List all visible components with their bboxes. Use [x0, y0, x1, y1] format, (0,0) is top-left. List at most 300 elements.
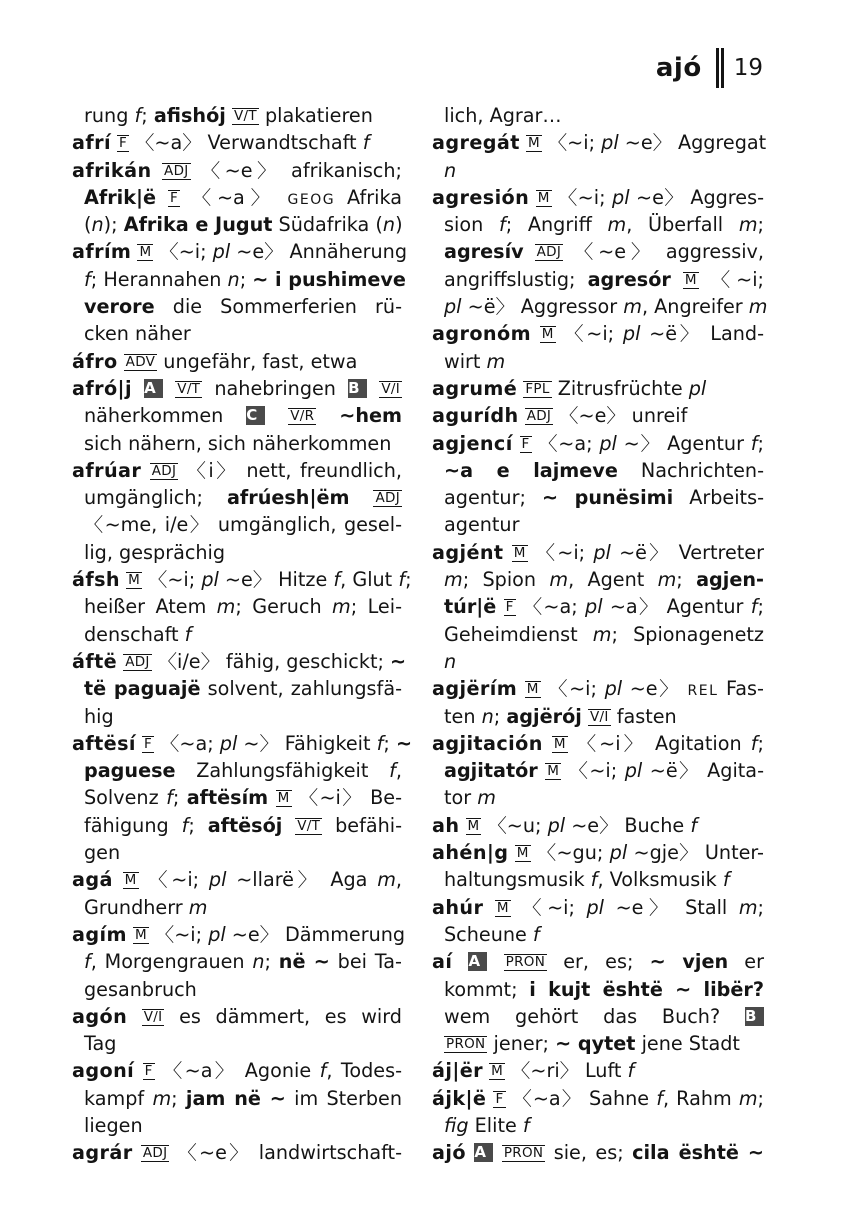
entry-line [432, 320, 764, 347]
sense-marker: A [468, 952, 487, 971]
definition-text: gen [84, 841, 121, 865]
gender-abbrev: f [750, 431, 758, 455]
gender-abbrev: f [722, 868, 730, 892]
gender-abbrev: pl [601, 131, 619, 155]
gender-abbrev: pl [208, 868, 227, 892]
definition-text: 〈~e〉 aggressiv, [563, 240, 764, 264]
definition-text: 〈~a〉 Agonie [154, 1059, 320, 1083]
entry-line [72, 511, 402, 538]
gender-abbrev: f [750, 595, 758, 619]
subentry-term: aftësój [207, 813, 283, 837]
gender-abbrev: pl [599, 431, 617, 455]
entry-line [72, 348, 402, 375]
gender-abbrev: m [152, 1086, 172, 1110]
definition-text: ; Spionagenetz [611, 622, 764, 646]
gender-abbrev: n [444, 649, 457, 673]
gender-abbrev: pl [586, 895, 605, 919]
gender-abbrev: m [549, 568, 569, 592]
gender-abbrev: f [84, 267, 91, 291]
definition-text [133, 1141, 141, 1164]
subentry-term: paguese [84, 759, 176, 783]
definition-text: agentur; [444, 486, 542, 510]
gender-abbrev: pl [219, 731, 238, 755]
gender-abbrev: m [332, 595, 351, 619]
entry-line [72, 375, 402, 402]
domain-label: GEOG [287, 191, 336, 208]
definition-text: 〈~a; [531, 431, 600, 455]
definition-text: ; [171, 1086, 186, 1110]
definition-text: fähigung [84, 813, 182, 837]
grammar-label: F [169, 189, 179, 206]
definition-text: , Volksmusik [597, 868, 723, 892]
definition-text: Scheune [444, 922, 533, 946]
entry-line [432, 266, 764, 293]
gender-abbrev: f [522, 1113, 530, 1137]
gender-abbrev: f [690, 813, 698, 837]
grammar-label: F [521, 435, 530, 452]
definition-text [156, 186, 168, 209]
gender-abbrev: f [362, 131, 370, 155]
entry-line [432, 730, 764, 757]
entry-line [72, 402, 402, 429]
entry-line [72, 784, 402, 811]
entry-line [72, 211, 402, 238]
definition-text: lich, Agrar… [444, 104, 562, 127]
entry-line [432, 430, 764, 457]
gender-abbrev: m [486, 349, 506, 373]
entry-line [432, 539, 764, 566]
definition-text: umgänglich; [84, 486, 227, 510]
definition-text: lig, gesprächig [84, 540, 226, 564]
grammar-label: M [496, 899, 509, 916]
grammar-label: V/R [290, 408, 315, 425]
definition-text [531, 322, 540, 345]
definition-text: 〈~i; [551, 185, 613, 209]
entry-line [432, 129, 767, 156]
definition-text: wem gehört das Buch? [444, 1004, 745, 1028]
definition-text: 〈~i; [555, 322, 623, 346]
subentry-term: ~ [390, 649, 407, 673]
definition-text: ungefähr, fast, etwa [157, 349, 358, 373]
entry-line [432, 675, 764, 702]
definition-text: 〈~i; [148, 922, 209, 946]
definition-text: heißer Atem [84, 595, 217, 619]
entry-line [72, 157, 402, 184]
gender-abbrev: f [376, 731, 384, 755]
headword: agregát [432, 131, 520, 155]
headword: áj|ër [432, 1059, 484, 1083]
gender-abbrev: pl [612, 185, 630, 209]
grammar-label: F [144, 1063, 153, 1080]
headword: agrár [72, 1141, 133, 1165]
entry-line [432, 484, 764, 511]
definition-text [538, 759, 546, 782]
definition-text: 〈~i; [541, 131, 602, 155]
definition-text: ; [757, 731, 764, 755]
grammar-label: M [553, 735, 566, 752]
entry-line [432, 866, 764, 893]
entry-line [432, 593, 764, 620]
grammar-label: M [516, 845, 529, 862]
entry-line [432, 839, 764, 866]
definition-text: bei Ta- [329, 950, 402, 974]
entry-line [432, 402, 764, 429]
entry-line [432, 457, 764, 484]
definition-text: ; [757, 213, 765, 237]
gender-abbrev: m [444, 568, 463, 592]
definition-text [517, 677, 525, 700]
definition-text: , Rahm [662, 1086, 739, 1110]
entry-line [432, 1085, 764, 1112]
gender-abbrev: m [216, 595, 236, 619]
definition-text [543, 732, 552, 755]
gender-abbrev: f [398, 568, 406, 592]
headword: agá [72, 868, 113, 892]
definition-text: Geheimdienst [444, 622, 593, 646]
subentry-term: aftësím [186, 786, 269, 810]
definition-text: plakatieren [258, 104, 373, 127]
definition-text: sie, es; [545, 1141, 633, 1165]
definition-text: 〈~i; [527, 540, 594, 564]
definition-text: ~e〉 Dämmerung [225, 922, 406, 946]
sense-marker: A [474, 1143, 493, 1162]
entry-line [72, 430, 402, 457]
definition-text: ; [757, 1086, 764, 1110]
headword: aí [432, 950, 453, 974]
entry-line [432, 1112, 764, 1139]
entry-line [432, 757, 764, 784]
entry-line [72, 839, 402, 866]
definition-text: ; [757, 431, 765, 455]
definition-text: ; [172, 786, 187, 810]
headword: agurídh [432, 404, 519, 428]
definition-text: solvent, zahlungsfä- [200, 677, 402, 701]
definition-text: ; [757, 895, 764, 919]
definition-text: denschaft [84, 622, 185, 646]
definition-text: ~a〉 Agentur [602, 595, 751, 619]
entry-line [432, 648, 764, 675]
definition-text: 〈~ri〉 Luft [505, 1059, 628, 1083]
definition-text: ~〉 Fähigkeit [237, 731, 377, 755]
definition-text: ~e〉 Hitze [218, 568, 334, 592]
definition-text: hig [84, 704, 114, 728]
gender-abbrev: pl [585, 595, 603, 619]
entry-line [432, 1057, 764, 1084]
subentry-term: Afrik|ë [84, 185, 157, 209]
definition-text: ~e〉 Aggres- [629, 185, 764, 209]
definition-text: 〈~i; [138, 868, 209, 892]
definition-text: 〈~e〉 landwirtschaft- [169, 1141, 402, 1165]
gender-abbrev: pl [688, 376, 707, 400]
entry-line [432, 211, 764, 238]
entry-line [432, 948, 764, 975]
gender-abbrev: n [91, 213, 104, 237]
definition-text [349, 486, 373, 509]
header-divider [716, 48, 724, 88]
headword: agresión [432, 185, 530, 209]
definition-text: er [728, 950, 764, 974]
headword: afrikán [72, 158, 152, 182]
headword: agrumé [432, 376, 518, 400]
gender-abbrev: pl [609, 841, 628, 865]
gender-abbrev: f [627, 1059, 635, 1083]
subentry-term: agresív [444, 240, 524, 264]
headword: agjencí [432, 431, 513, 455]
headword: agoní [72, 1059, 135, 1083]
definition-text [493, 1141, 501, 1164]
definition-text: 〈~me, i/e〉 umgänglich, gesel- [84, 513, 402, 537]
entry-line [72, 539, 402, 566]
definition-text: , [395, 759, 402, 783]
definition-text: nahebringen [202, 376, 349, 400]
grammar-label: V/T [233, 108, 257, 124]
grammar-label: M [526, 681, 539, 698]
definition-text: rung [84, 104, 135, 127]
definition-text [316, 404, 339, 427]
sense-marker: A [144, 379, 163, 398]
grammar-label: F [119, 135, 128, 152]
entry-line [72, 1112, 402, 1139]
definition-text [282, 814, 295, 837]
definition-text [486, 1087, 493, 1110]
entry-line [72, 921, 406, 948]
page-number: 19 [733, 55, 763, 81]
headword: afrúar [72, 458, 142, 482]
definition-text: es dämmert, es wird [164, 1004, 402, 1028]
entry-line [72, 621, 402, 648]
definition-text: näherkommen [84, 404, 247, 428]
grammar-label: ADV [125, 353, 156, 370]
grammar-label: ADJ [151, 462, 177, 479]
gender-abbrev: m [592, 622, 612, 646]
guide-word: ajó [655, 53, 702, 83]
definition-text: cken näher [84, 322, 191, 346]
entry-line [432, 511, 764, 538]
definition-text: ~ë〉 Land- [640, 322, 764, 346]
definition-text [132, 377, 144, 400]
definition-text [483, 896, 495, 919]
grammar-label: V/T [297, 817, 321, 834]
definition-text [268, 786, 275, 809]
definition-text [134, 1059, 142, 1082]
definition-text: Zahlungsfähigkeit [175, 759, 390, 783]
grammar-label: V/T [177, 380, 201, 397]
subentry-term: agjen- [696, 568, 764, 592]
definition-text: Südafrika ( [272, 213, 383, 237]
entry-line [72, 812, 402, 839]
entry-line [432, 238, 764, 265]
definition-text [452, 950, 468, 973]
headword: agjitación [432, 731, 543, 755]
right-column [432, 102, 768, 1167]
grammar-label: V/I [589, 708, 609, 725]
grammar-label: M [513, 544, 526, 561]
page-header [656, 48, 763, 88]
subentry-term: ~ i pushimeve [252, 267, 406, 291]
headword: afrím [72, 240, 132, 264]
definition-text: 〈~e〉 unreif [553, 404, 688, 428]
definition-text [113, 868, 123, 891]
definition-text: 〈~e〉 afrikanisch; [190, 158, 402, 182]
grammar-label: M [124, 872, 137, 889]
headword: ah [432, 813, 460, 837]
subentry-term: agjitatór [444, 759, 538, 783]
entry-line [72, 894, 402, 921]
entry-line [72, 1139, 402, 1166]
definition-text [466, 1141, 474, 1164]
subentry-term: i kujt është ~ libër? [529, 977, 764, 1001]
definition-text: , Überfall [626, 213, 739, 237]
grammar-label: M [134, 926, 147, 943]
entry-line [72, 948, 402, 975]
definition-text: ; [405, 568, 412, 592]
definition-text: sion [444, 213, 499, 237]
definition-text: ; Spion [462, 568, 550, 592]
definition-text: ~e〉 Buche [565, 813, 691, 837]
definition-text: gesanbruch [84, 977, 197, 1001]
entry-line [72, 675, 402, 702]
headword: áfro [72, 349, 118, 373]
entry-line [432, 293, 768, 320]
entry-line [72, 1057, 402, 1084]
grammar-label: ADJ [375, 490, 400, 507]
headword: afró|j [72, 376, 132, 400]
gender-abbrev: fig [444, 1113, 469, 1137]
definition-text: jener; [487, 1032, 556, 1056]
headword: ájk|ë [432, 1086, 487, 1110]
subentry-term: ~ qytet [555, 1032, 636, 1056]
gender-abbrev: f [590, 868, 598, 892]
entry-line [72, 566, 412, 593]
grammar-label: M [128, 572, 141, 589]
entry-line [432, 157, 764, 184]
entry-line [72, 730, 413, 757]
entry-line [72, 1003, 402, 1030]
grammar-label: ADJ [526, 408, 552, 425]
definition-text: , Morgengrauen [90, 950, 253, 974]
definition-text: ten [444, 704, 482, 728]
entry-line [432, 812, 764, 839]
entry-line [72, 293, 402, 320]
definition-text [513, 432, 520, 455]
definition-text: ; [757, 595, 764, 619]
sense-marker: C [246, 406, 265, 425]
definition-text: er, es; [547, 950, 650, 974]
definition-text: agentur [444, 513, 520, 537]
definition-text: ) [395, 213, 403, 237]
entry-line [432, 784, 764, 811]
definition-text [496, 595, 503, 618]
gender-abbrev: f [498, 213, 506, 237]
subentry-term: Afrika e Jugut [123, 213, 273, 237]
definition-text: 〈~u; [481, 813, 548, 837]
definition-text: ; Geruch [235, 595, 333, 619]
subentry-term: afrúesh|ëm [226, 486, 350, 510]
gender-abbrev: pl [593, 540, 611, 564]
definition-text: Tag [84, 1032, 117, 1056]
definition-text: ~e〉 Stall [604, 895, 739, 919]
gender-abbrev: f [532, 922, 540, 946]
headword: ajó [432, 1141, 466, 1165]
definition-text [487, 950, 503, 973]
entry-line [432, 184, 764, 211]
subentry-term: ~ vjen [649, 950, 729, 974]
definition-text: 〈~i〉 Agitation [567, 731, 751, 755]
definition-text [163, 377, 175, 400]
entry-line [72, 866, 402, 893]
grammar-label: PRON [503, 1145, 544, 1162]
gender-abbrev: m [477, 786, 496, 810]
definition-text: , Glut [340, 568, 399, 592]
definition-text: 〈~gu; [530, 841, 610, 865]
gender-abbrev: f [656, 1086, 663, 1110]
definition-text: 〈~a; [154, 731, 220, 755]
grammar-label: PRON [446, 1036, 486, 1053]
entry-line [72, 457, 402, 484]
gender-abbrev: m [607, 213, 627, 237]
headword: áfsh [72, 568, 120, 592]
gender-abbrev: pl [624, 759, 643, 783]
definition-text: 〈~i; [142, 568, 202, 592]
entry-line [432, 976, 764, 1003]
definition-text: ; [493, 704, 507, 728]
definition-text: Arbeits- [673, 486, 764, 510]
gender-abbrev: n [227, 267, 240, 291]
grammar-label: ADJ [142, 1145, 168, 1162]
gender-abbrev: pl [604, 677, 623, 701]
entry-line [432, 375, 764, 402]
definition-text [141, 459, 150, 482]
subentry-term: ~ [395, 731, 413, 755]
gender-abbrev: f [166, 786, 173, 810]
headword: aftësí [72, 731, 136, 755]
entry-line [72, 129, 402, 156]
definition-text: ; Lei- [350, 595, 402, 619]
entry-line [72, 238, 408, 265]
definition-text: 〈~i; [698, 267, 764, 291]
definition-text [367, 377, 379, 400]
definition-text: ~llarë〉 Aga [226, 868, 378, 892]
definition-text: liegen [84, 1113, 143, 1137]
definition-text: ~ë〉 Vertreter [610, 540, 764, 564]
sense-marker: B [745, 1007, 764, 1026]
definition-text [524, 240, 535, 263]
gender-abbrev: pl [208, 922, 226, 946]
gender-abbrev: n [444, 158, 457, 182]
entry-line [432, 921, 764, 948]
gender-abbrev: m [738, 213, 758, 237]
entry-line [72, 320, 402, 347]
definition-text: 〈~a; [515, 595, 586, 619]
entry-line [432, 1139, 764, 1166]
definition-text: 〈~a〉 [180, 185, 288, 209]
domain-label: REL [687, 683, 719, 700]
definition-text: im Sterben [285, 1086, 402, 1110]
definition-text: 〈i/e〉 fähig, geschickt; [151, 649, 391, 673]
entry-line [432, 1030, 764, 1057]
headword: ahúr [432, 895, 484, 919]
gender-abbrev: pl [622, 322, 641, 346]
definition-text: , Agent [568, 568, 658, 592]
gender-abbrev: f [84, 950, 91, 974]
definition-text: fasten [610, 704, 677, 728]
definition-text: ~ë〉 Agita- [642, 759, 764, 783]
subentry-term: cila është ~ [632, 1141, 764, 1165]
entry-line [72, 593, 402, 620]
grammar-label: M [527, 135, 540, 152]
definition-text: ; [188, 813, 208, 837]
definition-text: Solvenz [84, 786, 167, 810]
